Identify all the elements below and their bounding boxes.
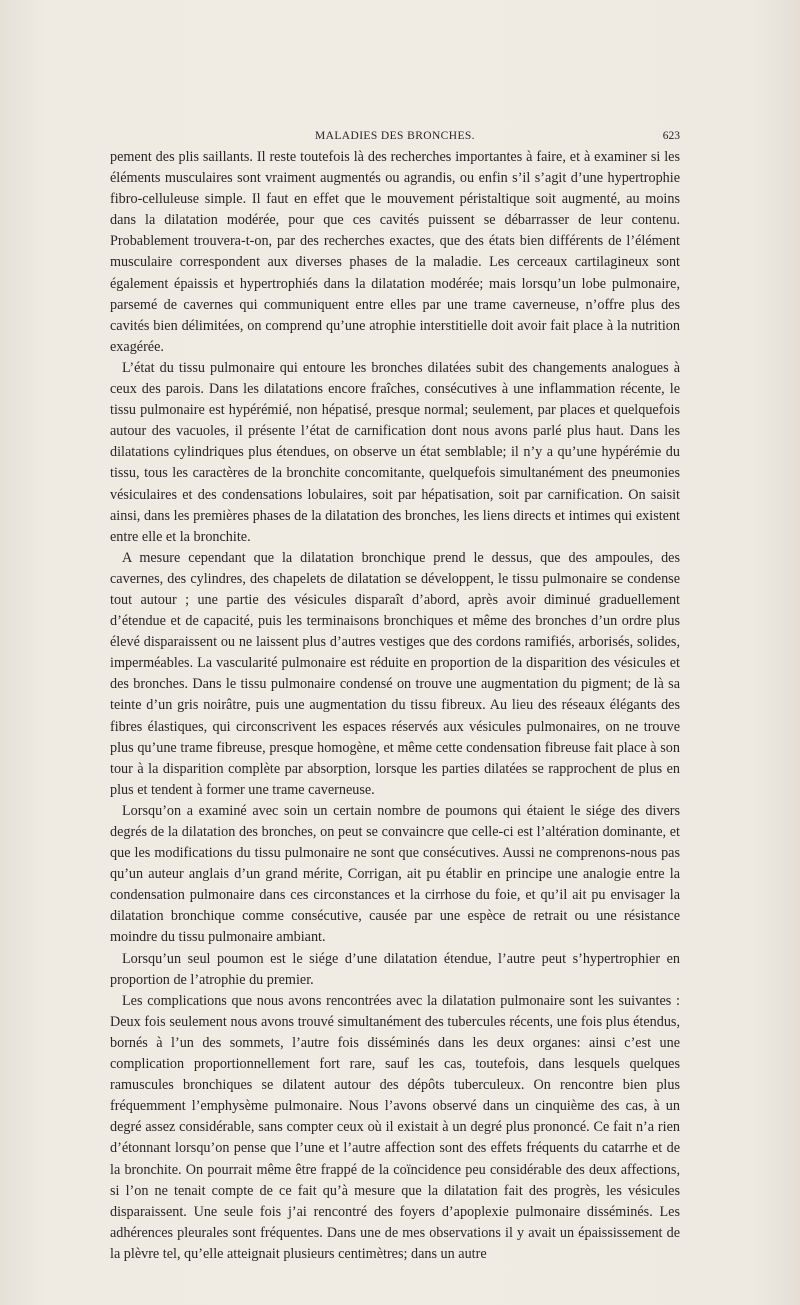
paragraph: L’état du tissu pulmonaire qui entoure les bronches dilatées subit des changements analogues à ceux des parois. Dans les dilatations encore fraîches, consécutives à une inflammation récente, le tissu pulmonaire est hypérémié, non hépatisé, presque normal; seulement, par places et quelquefois autour des vacuoles, il présente l’état de carnification dont nous avons parlé plus haut. Dans les dilatations cylindriques plus étendues, on observe un état semblable; il n’y a qu’une hypérémie du tissu, tous les caractères de la bronchite concomitante, quelquefois simultanément des pneumonies vésiculaires et des condensations lobulaires, soit par hépatisation, soit par carnification. On saisit ainsi, dans les premières phases de la dilatation des bronches, les liens directs et intimes qui existent entre elle et la bronchite.	[110, 359, 680, 545]
paragraph: A mesure cependant que la dilatation bronchique prend le dessus, que des ampoules, des cavernes, des cylindres, des chapelets de dilatation se développent, le tissu pulmonaire se condense tout autour ; une partie des vésicules disparaît d’abord, après avoir diminué graduellement d’étendue et de capacité, puis les terminaisons bronchiques et même des bronches d’un ordre plus élevé disparaissent ou ne laissent plus d’autres vestiges que des cordons ramifiés, arborisés, solides, imperméables. La vascularité pulmonaire est réduite en proportion de la disparition des vésicules et des bronches. Dans le tissu pulmonaire condensé on trouve une augmentation du pigment; de là sa teinte d’un gris noirâtre, puis une augmentation du tissu fibreux. Au lieu des réseaux élégants des fibres élastiques, qui circonscrivent les espaces réservés aux vésicules pulmonaires, on ne trouve plus qu’une trame fibreuse, presque homogène, et même cette condensation fibreuse fait place à son tour à la disparition complète par absorption, lorsque les parties dilatées se rapprochent de plus en plus et tendent à former une trame caverneuse.	[110, 549, 680, 798]
paragraph: Lorsqu’un seul poumon est le siége d’une dilatation étendue, l’autre peut s’hypertrophier en proportion de l’atrophie du premier.	[110, 950, 680, 988]
paragraph: pement des plis saillants. Il reste toutefois là des recherches importantes à faire, et à examiner si les éléments musculaires sont vraiment augmentés ou agrandis, ou enfin s’il s’agit d’une hypertrophie fibro-celluleuse simple. Il faut en effet que le mouvement péristaltique soit augmenté, au moins dans la dilatation modérée, pour que ces cavités puissent se débarrasser de leur contenu. Probablement trouvera-t-on, par des recherches exactes, que des états bien différents de l’élément musculaire correspondent aux diverses phases de la maladie. Les cerceaux cartilagineux sont également épaissis et hypertrophiés dans la dilatation modérée; mais lorsqu’un lobe pulmonaire, parsemé de cavernes qui communiquent entre elles par une trame caverneuse, n’offre plus des cavités bien délimitées, on comprend qu’une atrophie interstitielle doit avoir fait place à la nutrition exagérée.	[110, 149, 680, 355]
body-text	[110, 147, 680, 1265]
page-number: 623	[662, 130, 680, 142]
running-title: MALADIES DES BRONCHES.	[315, 130, 475, 142]
paragraph: Lorsqu’on a examiné avec soin un certain nombre de poumons qui étaient le siége des divers degrés de la dilatation des bronches, on peut se convaincre que celle-ci est l’altération dominante, et que les modifications du tissu pulmonaire ne sont que consécutives. Aussi ne comprenons-nous pas qu’un auteur anglais d’un grand mérite, Corrigan, ait pu établir en principe une analogie entre la condensation pulmonaire dans ces circonstances et la cirrhose du foie, et qu’il ait pu envisager la dilatation bronchique comme consécutive, causée par une espèce de retrait ou une résistance moindre du tissu pulmonaire ambiant.	[110, 802, 680, 946]
paragraph: Les complications que nous avons rencontrées avec la dilatation pulmonaire sont les suivantes : Deux fois seulement nous avons trouvé simultanément des tubercules récents, une fois plus étendus, bornés à l’un des sommets, l’autre fois disséminés dans les deux organes: ainsi c’est une complication proportionnellement fort rare, sauf les cas, toutefois, dans lesquels quelques ramuscules bronchiques se dilatent autour des dépôts tuberculeux. On rencontre bien plus fréquemment l’emphysème pulmonaire. Nous l’avons observé dans un cinquième des cas, à un degré assez considérable, sans compter ceux où il existait à un degré plus prononcé. Ce fait n’a rien d’étonnant lorsqu’on pense que l’une et l’autre affection sont des effets fréquents du catarrhe et de la bronchite. On pourrait même être frappé de la coïncidence peu considérable des deux affections, si l’on ne tenait compte de ce fait qu’à mesure que la dilatation fait des progrès, les vésicules disparaissent. Une seule fois j’ai rencontré des foyers d’apoplexie pulmonaire disséminés. Les adhérences pleurales sont fréquentes. Dans une de mes observations il y avait un épaississement de la plèvre tel, qu’elle atteignait plusieurs centimètres; dans un autre	[110, 992, 680, 1262]
page-header	[110, 130, 680, 146]
